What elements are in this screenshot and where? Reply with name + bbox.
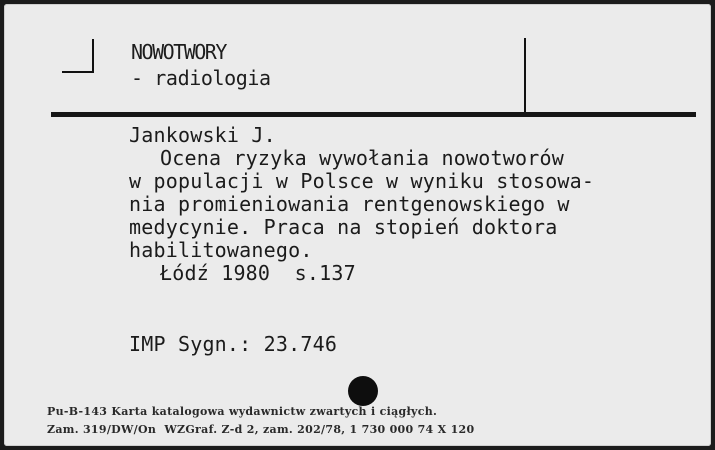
entry-title-line: medycynie. Praca na stopień doktora (129, 215, 558, 239)
subject-heading-sub: - radiologia (131, 65, 271, 90)
entry-title-line: habilitowanego. (129, 238, 313, 262)
entry-title-line: nia promieniowania rentgenowskiego w (129, 192, 570, 216)
corner-mark-vertical (92, 39, 94, 73)
entry-imprint: Łódź 1980 s.137 (160, 261, 356, 285)
subject-heading-main: NOWOTWORY (131, 40, 226, 64)
footer-line-1: Pu-B-143 Karta katalogowa wydawnictw zwartych i ciągłych. (47, 405, 438, 418)
entry-body (129, 124, 709, 285)
entry-author: Jankowski J. (129, 123, 276, 147)
entry-title-line: Ocena ryzyka wywołania nowotworów (160, 146, 564, 170)
heading-divider-horizontal (51, 112, 696, 117)
heading-divider-vertical (524, 38, 526, 114)
punch-hole (348, 376, 378, 406)
catalog-card (4, 4, 711, 446)
subject-heading (131, 40, 271, 91)
corner-mark-horizontal (62, 71, 94, 73)
entry-title-line: w populacji w Polsce w wyniku stosowa- (129, 169, 595, 193)
call-number: IMP Sygn.: 23.746 (129, 332, 338, 356)
footer-line-2: Zam. 319/DW/On WZGraf. Z-d 2, zam. 202/78, 1 730 000 74 X 120 (47, 423, 475, 436)
